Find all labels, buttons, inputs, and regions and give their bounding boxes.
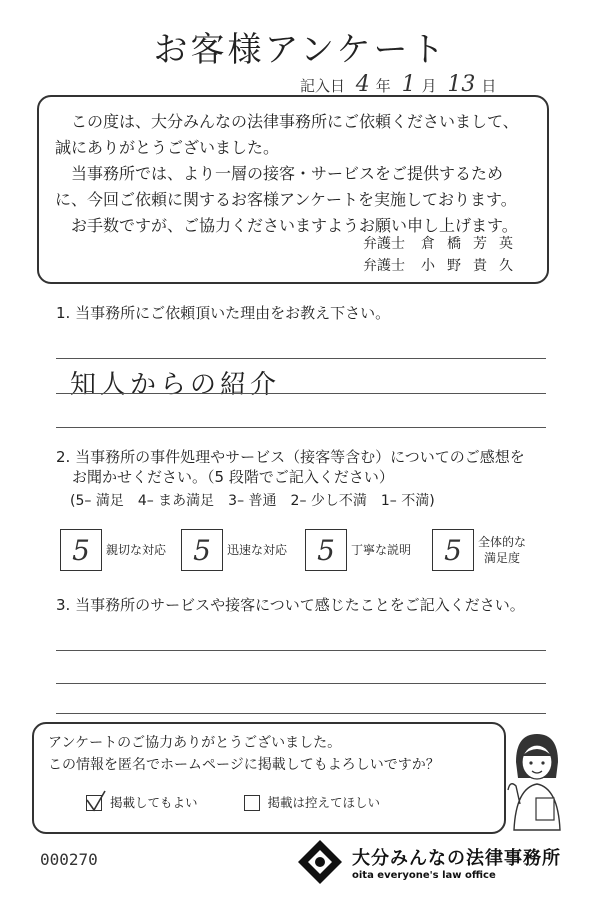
serial-number: 000270 — [40, 850, 98, 869]
logo-text — [352, 844, 561, 881]
rating-kind — [60, 527, 166, 573]
rating-box[interactable]: 5 — [432, 529, 474, 571]
rating-label: 親切な対応 — [106, 543, 167, 557]
lawyer-name: 倉橋芳英 — [421, 236, 525, 252]
rating-box[interactable]: 5 — [60, 529, 102, 571]
check-mark-icon — [85, 790, 107, 812]
rating-label: 丁寧な説明 — [351, 543, 412, 557]
page-title: お客様アンケート — [153, 30, 448, 70]
date-month-unit: 月 — [421, 77, 437, 95]
intro-line: 誠にありがとうございました。 — [55, 138, 280, 157]
lawyer-role: 弁護士 — [363, 258, 405, 274]
lawyer-row — [363, 233, 525, 255]
staff-illustration-icon — [506, 728, 568, 832]
date-label: 記入日 — [300, 77, 346, 95]
answer-line — [56, 393, 546, 394]
lawyer-role: 弁護士 — [363, 236, 405, 252]
intro-line: 当事務所では、より一層の接客・サービスをご提供するため — [71, 164, 504, 183]
question-1-answer[interactable]: 知人からの紹介 — [70, 370, 281, 400]
consent-option-no[interactable] — [244, 792, 381, 814]
rating-label-line: 全体的な — [478, 535, 527, 549]
consent-option-label: 掲載してもよい — [110, 795, 198, 810]
intro-box — [37, 95, 549, 284]
question-3: 3. 当事務所のサービスや接客について感じたことをご記入ください。 — [56, 596, 525, 614]
answer-line — [56, 713, 546, 714]
intro-line: この度は、大分みんなの法律事務所にご依頼くださいまして、 — [71, 112, 519, 131]
checkbox-no[interactable] — [244, 795, 260, 811]
rating-overall — [432, 527, 526, 573]
rating-scale: (5– 満足 4– まあ満足 3– 普通 2– 少し不満 1– 不満) — [70, 493, 435, 509]
intro-line: お手数ですが、ご協力くださいますようお願い申し上げます。 — [71, 216, 518, 235]
date-day: 13 — [447, 72, 476, 97]
consent-options — [86, 792, 380, 814]
question-2-line2: お聞かせください。（5 段階でご記入ください） — [72, 468, 394, 486]
date-year: 4 — [355, 72, 370, 97]
question-2-line1: 2. 当事務所の事件処理やサービス（接客等含む）についてのご感想を — [56, 448, 525, 466]
rating-speed — [181, 527, 287, 573]
checkbox-yes[interactable] — [86, 795, 102, 811]
law-office-logo-icon — [296, 838, 344, 886]
rating-label-line: 満足度 — [484, 551, 521, 565]
consent-box — [32, 722, 506, 834]
date-day-unit: 日 — [481, 77, 497, 95]
date-month: 1 — [401, 72, 416, 97]
lawyer-list — [363, 233, 525, 277]
office-logo — [296, 838, 561, 886]
consent-line: この情報を匿名でホームページに掲載してもよろしいですか？ — [48, 757, 440, 773]
consent-line: アンケートのご協力ありがとうございました。 — [48, 735, 342, 751]
answer-line — [56, 683, 546, 684]
logo-text-jp: 大分みんなの法律事務所 — [352, 847, 561, 869]
rating-box[interactable]: 5 — [181, 529, 223, 571]
rating-label: 迅速な対応 — [227, 543, 288, 557]
lawyer-row — [363, 255, 525, 277]
rating-explanation — [305, 527, 411, 573]
consent-option-label: 掲載は控えてほしい — [267, 795, 381, 810]
consent-option-yes[interactable] — [86, 792, 198, 814]
date-year-unit: 年 — [375, 77, 391, 95]
answer-line — [56, 427, 546, 428]
rating-box[interactable]: 5 — [305, 529, 347, 571]
answer-line — [56, 358, 546, 359]
lawyer-name: 小野貴久 — [421, 258, 525, 274]
question-1: 1. 当事務所にご依頼頂いた理由をお教え下さい。 — [56, 304, 391, 322]
date-field — [300, 72, 496, 97]
intro-line: に、今回ご依頼に関するお客様アンケートを実施しております。 — [55, 190, 517, 209]
logo-text-en: oita everyone's law office — [352, 869, 496, 881]
rating-label — [478, 534, 526, 566]
answer-line — [56, 650, 546, 651]
